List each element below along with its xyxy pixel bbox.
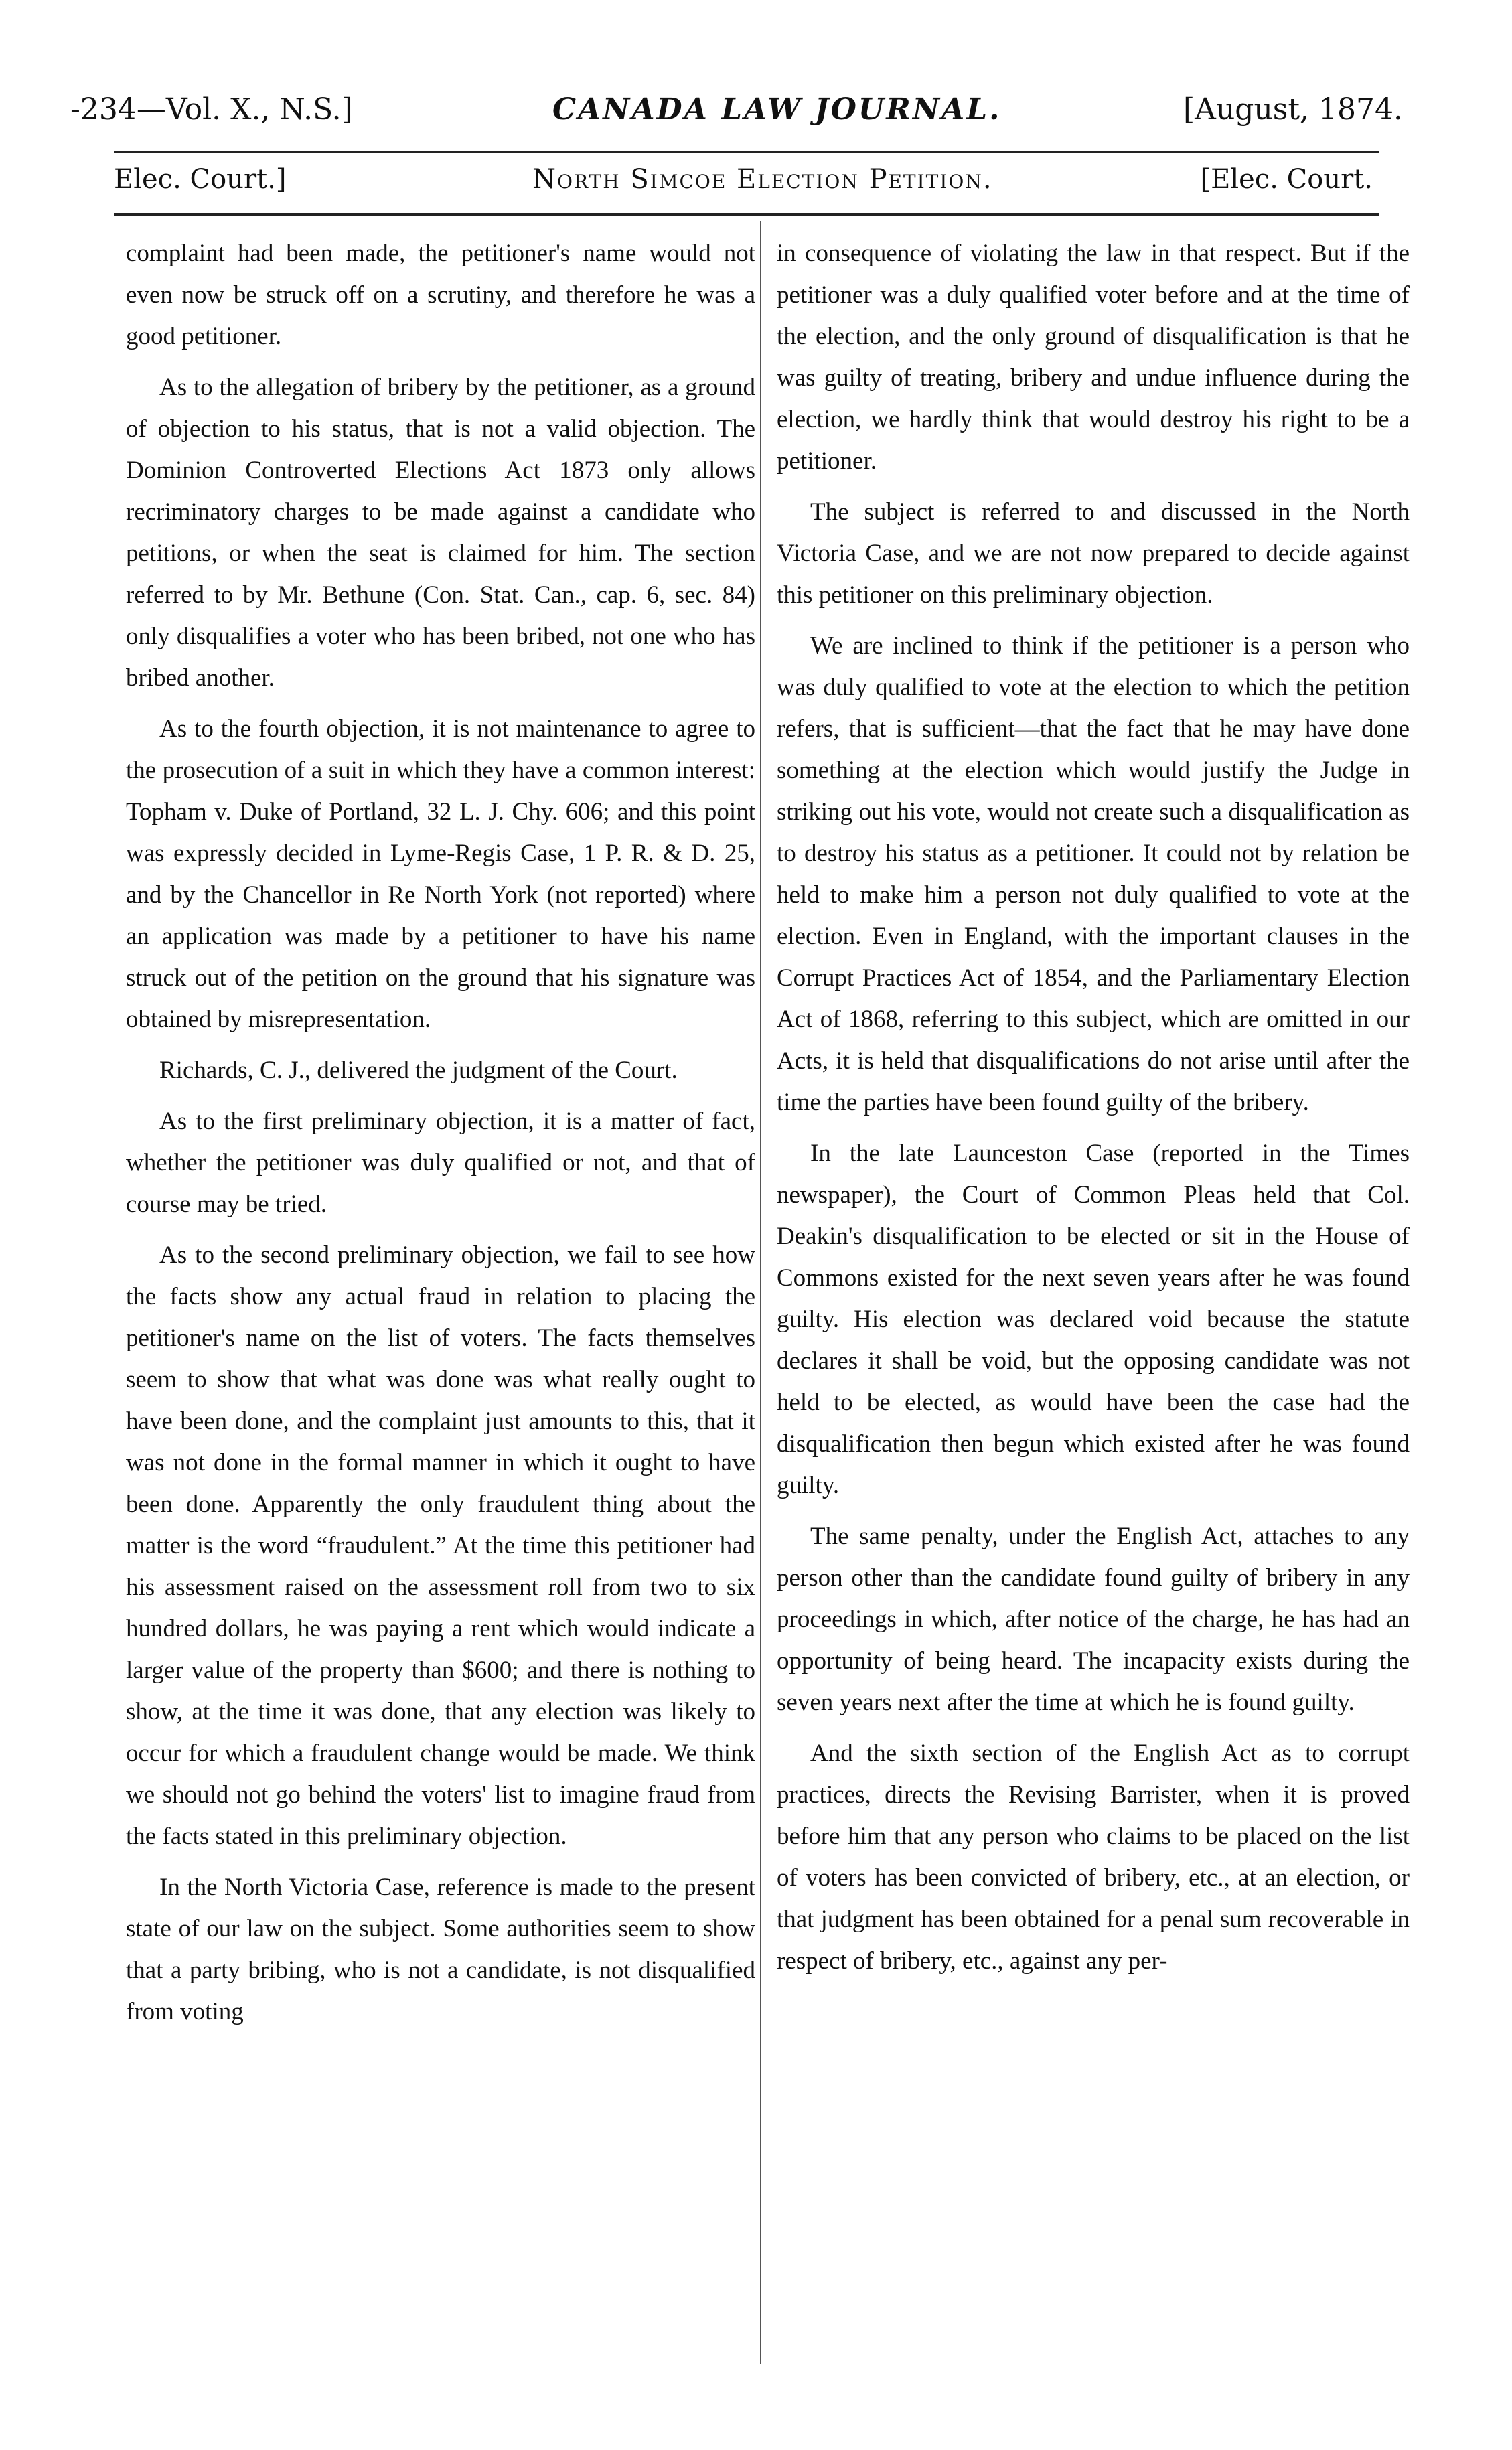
left-column [126,233,755,2042]
paragraph: The subject is referred to and discussed in the North Victoria Case, and we are not now prepared to decide against this petitioner on this preliminary objection. [777,498,1410,609]
paragraph: As to the first preliminary objection, it is a matter of fact, whether the petitioner was duly qualified or not, and that of course may be tried. [126,1107,755,1218]
issue-date: [August, 1874. [1183,92,1403,127]
right-column [777,233,1410,1991]
column-divider [760,221,761,2364]
court-right: [Elec. Court. [1200,164,1373,195]
paragraph: In the North Victoria Case, reference is made to the present state of our law on the subject. Some authorities seem to show that a party bribing, who is not a candidate, is not disqualified from voting [126,1873,755,2025]
paragraph: The same penalty, under the English Act, attaches to any person other than the candidate found guilty of bribery in any proceedings in which, after notice of the charge, he has had an opportunity of being heard. The incapacity exists during the seven years next after the time at which he is found guilty. [777,1523,1410,1716]
running-header [70,92,1403,146]
page-volume: -234—Vol. X., N.S.] [70,92,353,127]
paragraph: As to the allegation of bribery by the petitioner, as a ground of objection to his status, that is not a valid objection. The Dominion Controverted Elections Act 1873 only allows recriminatory charges to be made against a candidate who petitions, or when the seat is claimed for him. The section referred to by Mr. Bethune (Con. Stat. Can., cap. 6, sec. 84) only disqualifies a voter who has been bribed, not one who has bribed another. [126,374,755,692]
case-title: North Simcoe Election Petition. [532,164,993,195]
paragraph: complaint had been made, the petitioner's name would not even now be struck off on a scrutiny, and therefore he was a good petitioner. [126,240,755,350]
paragraph: In the late Launceston Case (reported in the Times newspaper), the Court of Common Pleas held that Col. Deakin's disqualification to be elected or sit in the House of Commons existed for the next seven years after he was found guilty. His election was declared void because the statute declares it shall be void, but the opposing candidate was not held to be elected, as would have been the case had the disqualification then begun which existed after he was found guilty. [777,1140,1410,1499]
paragraph: in consequence of violating the law in that respect. But if the petitioner was a duly qualified voter before and at the time of the election, and the only ground of disqualification is that he was guilty of treating, bribery and undue influence during the election, we hardly think that would destroy his right to be a petitioner. [777,240,1410,475]
journal-title: CANADA LAW JOURNAL. [552,92,1002,127]
paragraph: Richards, C. J., delivered the judgment of the Court. [159,1057,678,1084]
section-header [114,164,1373,211]
paragraph: And the sixth section of the English Act as to corrupt practices, directs the Revising Barrister, when it is proved before him that any person who claims to be placed on the list of voters has been convicted of bribery, etc., at an election, or that judgment has been obtained for a penal sum recoverable in respect of bribery, etc., against any per- [777,1740,1410,1975]
header-rule [114,151,1379,153]
section-rule [114,213,1379,216]
paragraph: We are inclined to think if the petitioner is a person who was duly qualified to vote at the election to which the petition refers, that is sufficient—that the fact that he may have done something at the election which would justify the Judge in striking out his vote, would not create such a disqualification as to destroy his status as a petitioner. It could not by relation be held to make him a person not duly qualified to vote at the election. Even in England, with the important clauses in the Corrupt Practices Act of 1854, and the Parliamentary Election Act of 1868, referring to this subject, which are omitted in our Acts, it is held that disqualifications do not arise until after the time the parties have been found guilty of the bribery. [777,632,1410,1116]
court-left: Elec. Court.] [114,164,287,195]
paragraph: As to the fourth objection, it is not maintenance to agree to the prosecution of a suit in which they have a common interest: Topham v. Duke of Portland, 32 L. J. Chy. 606; and this point was expressly decided in Lyme-Regis Case, 1 P. R. & D. 25, and by the Chancellor in Re North York (not reported) where an application was made by a petitioner to have his name struck out of the petition on the ground that his signature was obtained by misrepresentation. [126,715,755,1033]
paragraph: As to the second preliminary objection, we fail to see how the facts show any actual fraud in relation to placing the petitioner's name on the list of voters. The facts themselves seem to show that what was done was what really ought to have been done, and the complaint just amounts to this, that it was not done in the formal manner in which it ought to have been done. Apparently the only fraudulent thing about the matter is the word “fraudulent.” At the time this petitioner had his assessment raised on the assessment roll from two to six hundred dollars, he was paying a rent which would indicate a larger value of the property than $600; and there is nothing to show, at the time it was done, that any election was likely to occur for which a fraudulent change would be made. We think we should not go behind the voters' list to imagine fraud from the facts stated in this preliminary objection. [126,1241,755,1850]
